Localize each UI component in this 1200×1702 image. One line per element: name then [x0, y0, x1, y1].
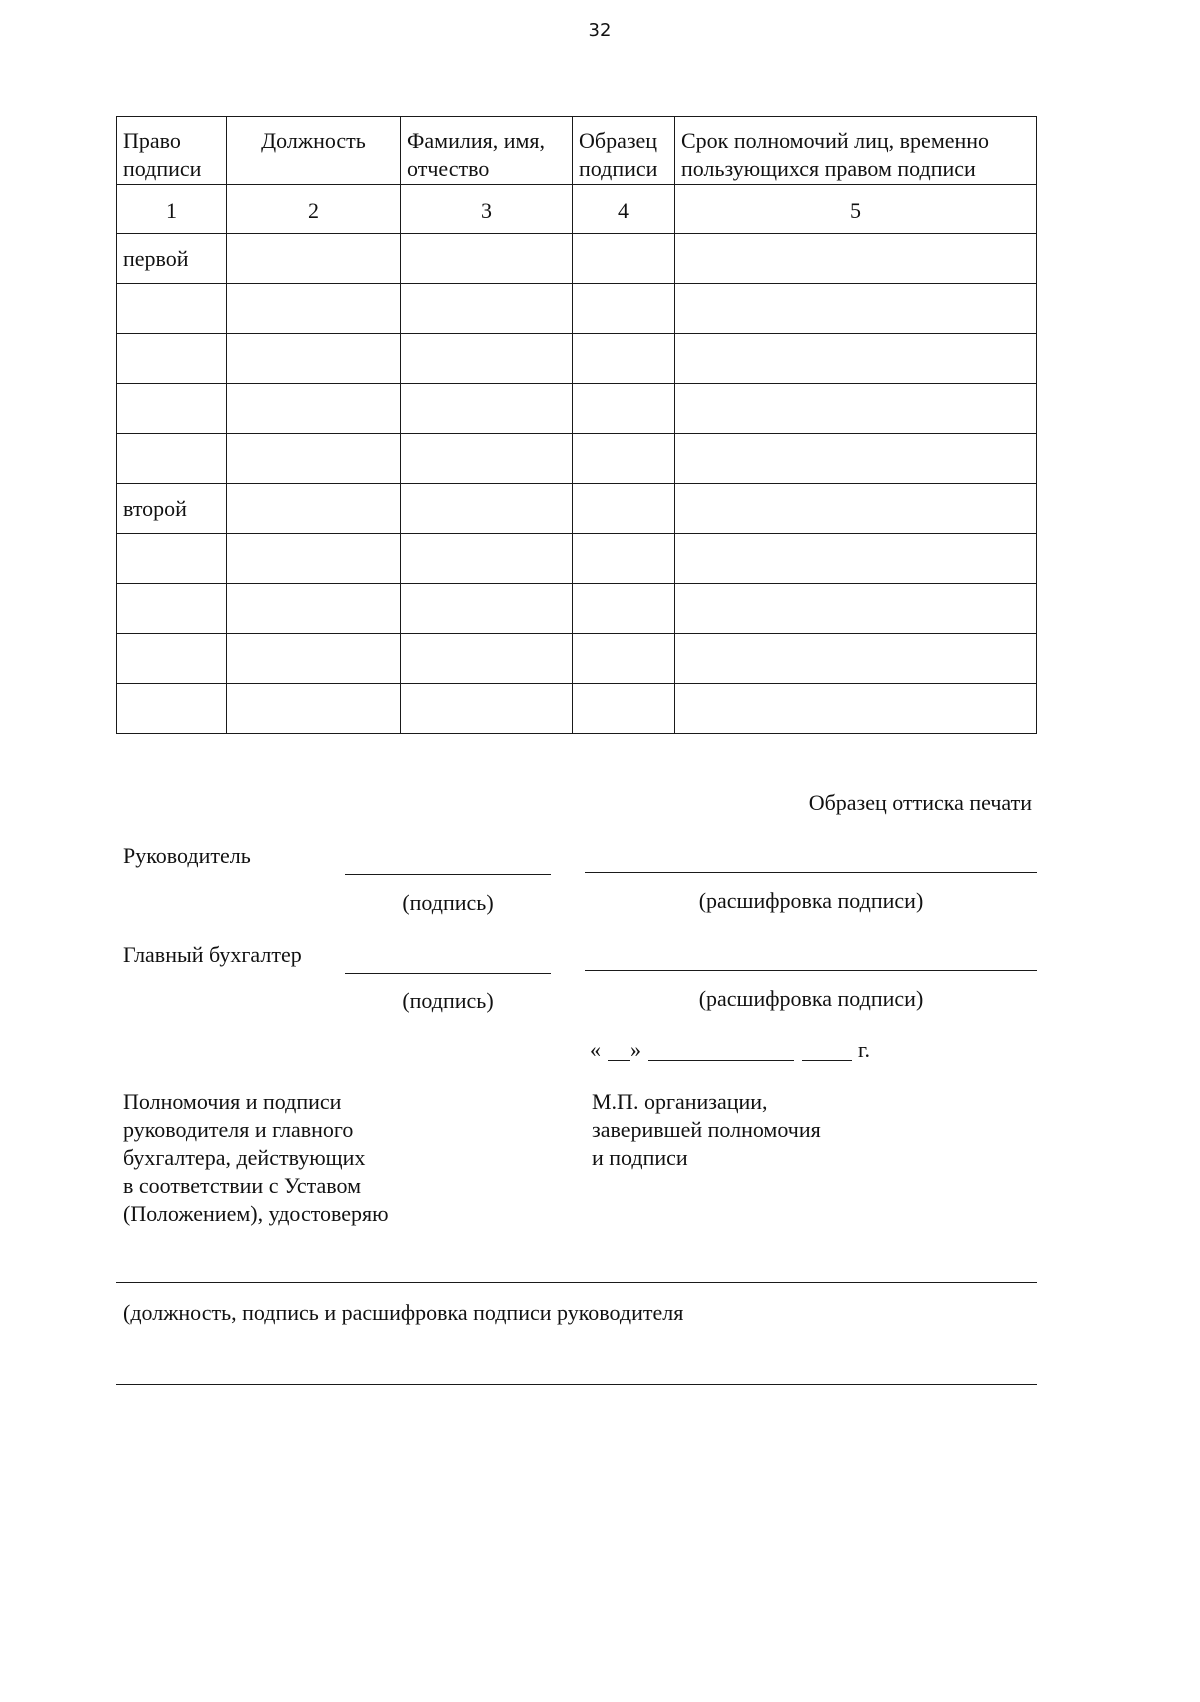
date-close-quote: » — [630, 1037, 641, 1062]
table-cell — [573, 284, 675, 334]
table-cell — [401, 684, 573, 734]
chief-accountant-label: Главный бухгалтер — [123, 942, 302, 967]
table-cell — [227, 334, 401, 384]
table-row — [117, 684, 1037, 734]
certification-line: в соответствии с Уставом — [123, 1173, 362, 1198]
column-number-row — [117, 185, 1037, 234]
page-number: 32 — [588, 20, 612, 41]
certification-line: (Положением), удостоверяю — [123, 1201, 389, 1226]
head-decryption-caption: (расшифровка подписи) — [698, 888, 924, 913]
head-signature-caption: (подпись) — [402, 890, 494, 915]
table-cell — [573, 534, 675, 584]
table-cell — [573, 484, 675, 534]
table-cell — [227, 384, 401, 434]
certification-line: руководителя и главного — [123, 1117, 354, 1142]
table-cell — [401, 434, 573, 484]
table-cell — [117, 634, 227, 684]
table-cell — [401, 284, 573, 334]
date-year-suffix: г. — [858, 1037, 871, 1062]
table-cell — [401, 234, 573, 284]
column-number: 3 — [401, 185, 573, 234]
table-cell — [227, 684, 401, 734]
bottom-line — [116, 1384, 1037, 1385]
header-full-name: Фамилия, имя, отчество — [401, 117, 573, 185]
table-cell — [117, 434, 227, 484]
table-cell — [227, 534, 401, 584]
table-cell — [675, 334, 1037, 384]
table-cell — [117, 534, 227, 584]
date-month-line — [648, 1060, 794, 1061]
column-number: 1 — [117, 185, 227, 234]
bottom-caption: (должность, подпись и расшифровка подписи руководителя — [123, 1300, 684, 1325]
table-cell — [227, 234, 401, 284]
table-row — [117, 584, 1037, 634]
chief-accountant-decryption-line — [585, 970, 1037, 971]
table-cell — [675, 684, 1037, 734]
table-cell — [117, 684, 227, 734]
date-day-line — [608, 1060, 630, 1061]
header-signing-right: Право подписи — [117, 117, 227, 185]
table-cell — [573, 434, 675, 484]
table-cell — [675, 434, 1037, 484]
seal-sample-label: Образец оттиска печати — [808, 790, 1032, 815]
table-cell — [401, 384, 573, 434]
date-year-line — [802, 1060, 852, 1061]
certification-line: бухгалтера, действующих — [123, 1145, 366, 1170]
table-cell — [227, 584, 401, 634]
head-signature-line — [345, 874, 551, 875]
certification-line: Полномочия и подписи — [123, 1089, 342, 1114]
table-row — [117, 434, 1037, 484]
date-open-quote: « — [590, 1037, 601, 1062]
table-cell — [675, 634, 1037, 684]
table-row — [117, 484, 1037, 534]
table-row — [117, 234, 1037, 284]
table-cell — [401, 334, 573, 384]
table-cell — [227, 484, 401, 534]
signature-table — [116, 116, 1037, 734]
table-cell — [227, 434, 401, 484]
table-cell — [401, 534, 573, 584]
column-number: 5 — [675, 185, 1037, 234]
table-row — [117, 384, 1037, 434]
header-position: Должность — [227, 117, 401, 185]
table-cell — [573, 634, 675, 684]
table-header-row — [117, 117, 1037, 185]
table-cell — [675, 234, 1037, 284]
table-cell — [573, 684, 675, 734]
seal-place-line: М.П. организации, — [592, 1089, 768, 1114]
seal-place-line: и подписи — [592, 1145, 688, 1170]
chief-accountant-signature-line — [345, 973, 551, 974]
table-cell — [117, 584, 227, 634]
certification-text — [123, 1088, 503, 1228]
table-cell — [675, 484, 1037, 534]
column-number: 2 — [227, 185, 401, 234]
table-cell: второй — [117, 484, 227, 534]
table-row — [117, 334, 1037, 384]
table-cell — [573, 584, 675, 634]
table-cell — [675, 584, 1037, 634]
chief-accountant-signature-caption: (подпись) — [402, 988, 494, 1013]
seal-place-text — [592, 1088, 952, 1172]
table-cell — [401, 584, 573, 634]
table-cell — [117, 334, 227, 384]
header-authority-term: Срок полномочий лиц, временно пользующихся правом подписи — [675, 117, 1037, 185]
head-label: Руководитель — [123, 843, 251, 868]
table-cell — [573, 334, 675, 384]
table-cell — [573, 234, 675, 284]
table-cell — [227, 634, 401, 684]
table-cell: первой — [117, 234, 227, 284]
table-cell — [117, 384, 227, 434]
table-cell — [675, 284, 1037, 334]
table-cell — [117, 284, 227, 334]
header-signature-sample: Образец подписи — [573, 117, 675, 185]
table-cell — [227, 284, 401, 334]
table-cell — [675, 534, 1037, 584]
table-cell — [675, 384, 1037, 434]
table-row — [117, 284, 1037, 334]
table-cell — [401, 634, 573, 684]
seal-place-line: заверившей полномочия — [592, 1117, 821, 1142]
table-cell — [401, 484, 573, 534]
head-position-signature-line — [116, 1282, 1037, 1283]
chief-accountant-decryption-caption: (расшифровка подписи) — [698, 986, 924, 1011]
head-decryption-line — [585, 872, 1037, 873]
column-number: 4 — [573, 185, 675, 234]
table-cell — [573, 384, 675, 434]
table-row — [117, 534, 1037, 584]
table-row — [117, 634, 1037, 684]
